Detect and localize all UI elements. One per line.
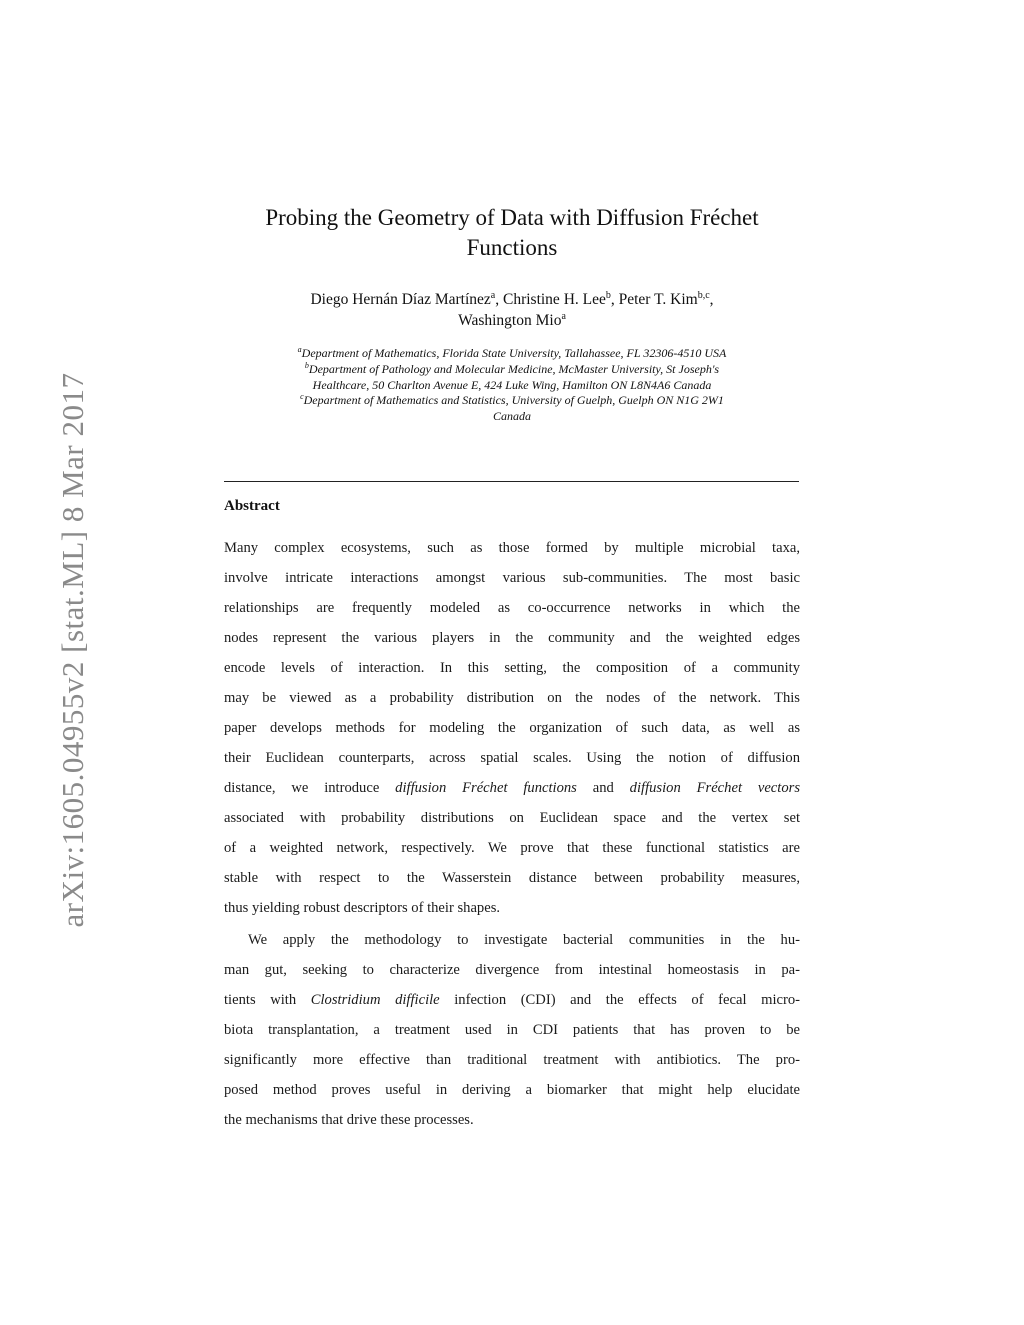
arxiv-identifier: arXiv:1605.04955v2 [stat.ML] 8 Mar 2017 bbox=[55, 372, 90, 928]
abstract-line: associated with probability distributions on Euclidean space and the vertex set bbox=[224, 810, 800, 826]
author-affil-mark: b,c bbox=[697, 290, 710, 301]
abstract-line: biota transplantation, a treatment used in CDI patients that has proven to be bbox=[224, 1022, 800, 1038]
affiliation-c-cont: Canada bbox=[492, 409, 531, 424]
abstract-paragraph-1 bbox=[224, 533, 800, 923]
abstract-line: their Euclidean counterparts, across spatial scales. Using the notion of diffusion bbox=[224, 750, 800, 766]
abstract-line: significantly more effective than traditional treatment with antibiotics. The pro- bbox=[224, 1052, 800, 1068]
affiliation-c: $^c$Department of Mathematics and Statistics, University of Guelph, Guelph ON N1G 2W1 bbox=[300, 392, 724, 408]
abstract-line: involve intricate interactions amongst various sub-communities. The most basic bbox=[224, 570, 800, 586]
abstract-line: Many complex ecosystems, such as those formed by multiple microbial taxa, bbox=[224, 540, 800, 556]
affiliation-b: $^b$Department of Pathology and Molecular Medicine, McMaster University, St Joseph's bbox=[304, 360, 720, 376]
abstract-line: thus yielding robust descriptors of their shapes. bbox=[224, 900, 501, 916]
affiliation-b-cont: Healthcare, 50 Charlton Avenue E, 424 Luke Wing, Hamilton ON L8N4A6 Canada bbox=[312, 377, 712, 392]
term-diffusion-frechet-functions: diffusion Fréchet functions bbox=[395, 780, 577, 796]
author-list bbox=[200, 289, 824, 331]
abstract-line: paper develops methods for modeling the organization of such data, as well as bbox=[224, 720, 800, 736]
abstract-line: the mechanisms that drive these processes. bbox=[224, 1112, 474, 1128]
divider-rule bbox=[224, 481, 799, 482]
author-name: Diego Hernán Díaz Martínez bbox=[310, 291, 491, 308]
author-name: Washington Mio bbox=[458, 312, 562, 329]
abstract-line: relationships are frequently modeled as co-occurrence networks in which the bbox=[224, 600, 800, 616]
paper-title bbox=[200, 203, 824, 263]
author-name: Christine H. Lee bbox=[502, 291, 606, 308]
abstract-line: man gut, seeking to characterize divergence from intestinal homeostasis in pa- bbox=[224, 962, 800, 978]
abstract-line: of a weighted network, respectively. We prove that these functional statistics are bbox=[224, 840, 800, 856]
abstract-line: distance, we introduce diffusion Fréchet functions and diffusion Fréchet vectors bbox=[224, 780, 800, 796]
title-line-1: Probing the Geometry of Data with Diffusion Fréchet bbox=[265, 205, 759, 230]
abstract-line: may be viewed as a probability distribution on the nodes of the network. This bbox=[224, 690, 800, 706]
abstract-line: tients with Clostridium difficile infection (CDI) and the effects of fecal micro- bbox=[224, 992, 800, 1008]
abstract-heading: Abstract bbox=[224, 498, 280, 514]
affiliations bbox=[200, 346, 824, 425]
author-line-1: Diego Hernán Díaz Martínez$^a$, Christine H. Lee$^b$, Peter T. Kim$^{b,c}$, bbox=[310, 290, 714, 308]
term-clostridium-difficile: Clostridium difficile bbox=[310, 992, 440, 1008]
abstract-line: nodes represent the various players in the community and the weighted edges bbox=[224, 630, 800, 646]
author-line-2 bbox=[200, 310, 824, 331]
abstract-line: stable with respect to the Wasserstein distance between probability measures, bbox=[224, 870, 800, 886]
term-diffusion-frechet-vectors: diffusion Fréchet vectors bbox=[629, 780, 800, 796]
abstract-line: encode levels of interaction. In this setting, the composition of a community bbox=[224, 660, 800, 676]
abstract-paragraph-2 bbox=[224, 925, 800, 1135]
abstract-line: We apply the methodology to investigate bacterial communities in the hu- bbox=[248, 932, 800, 948]
affiliation-a: $^a$Department of Mathematics, Florida State University, Tallahassee, FL 32306-4510 USA bbox=[297, 345, 727, 360]
author-affil-mark: a bbox=[490, 290, 496, 301]
title-line-2: Functions bbox=[466, 235, 558, 260]
author-affil-mark: b bbox=[605, 290, 611, 301]
author-affil-mark: a bbox=[561, 311, 566, 322]
author-name: Peter T. Kim bbox=[618, 291, 698, 308]
abstract-line: posed method proves useful in deriving a biomarker that might help elucidate bbox=[224, 1082, 800, 1098]
